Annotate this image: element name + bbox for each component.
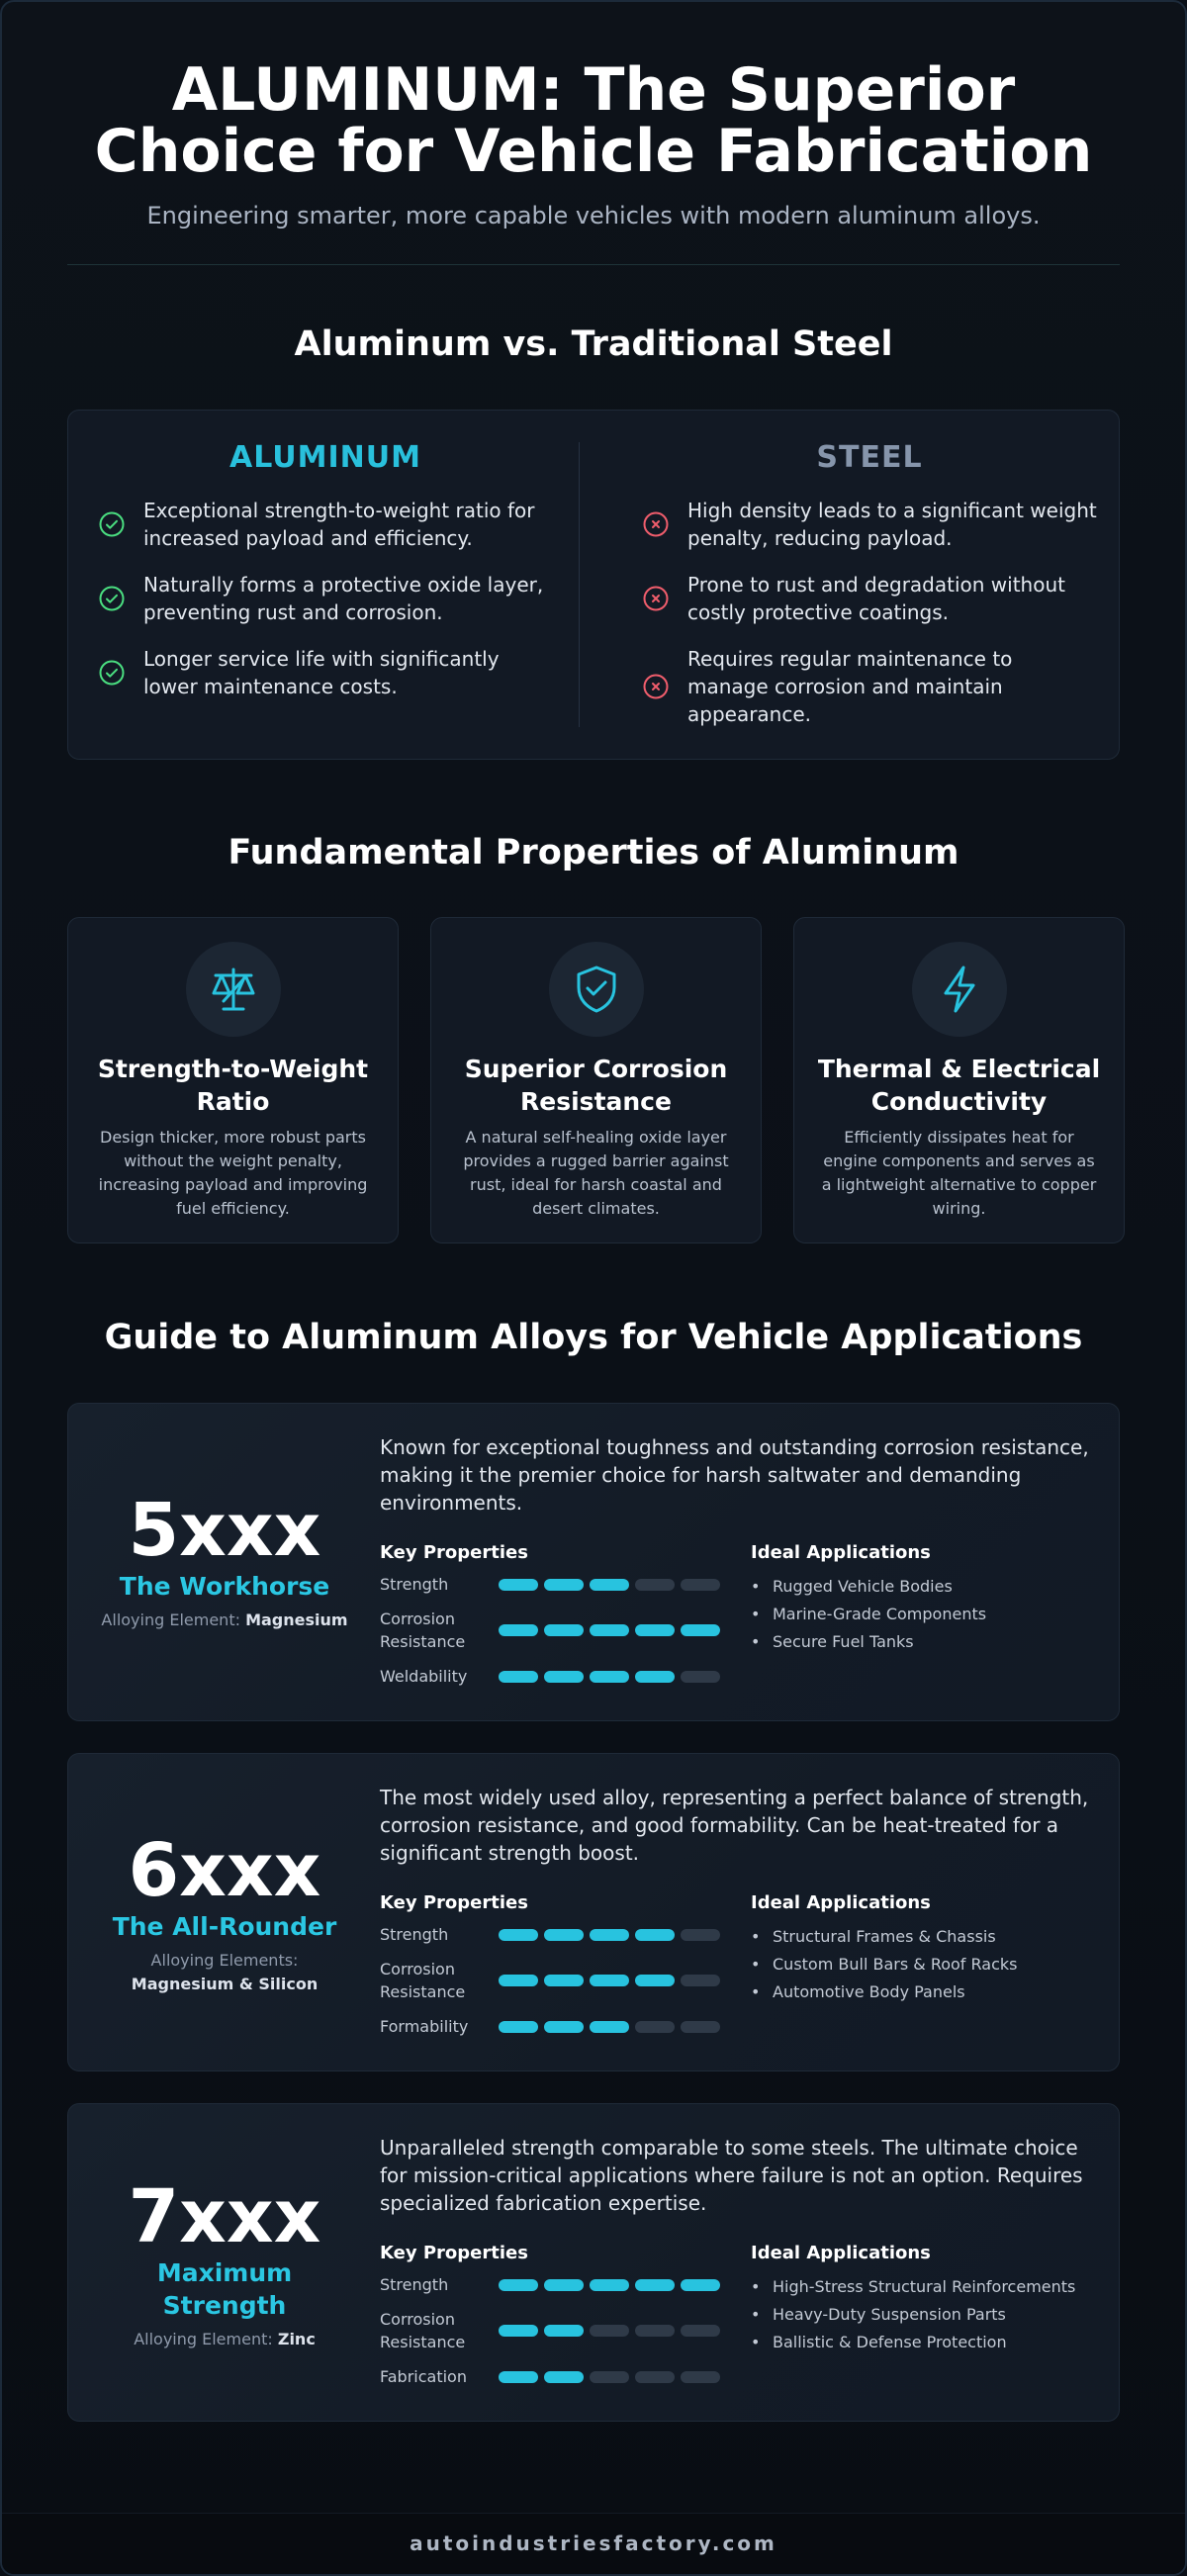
- rating-segment-filled: [499, 2371, 538, 2383]
- property-name: Corrosion Resistance: [380, 1610, 466, 1651]
- steel-point: [642, 497, 1097, 552]
- rating-segment-empty: [681, 2021, 720, 2033]
- property-text: A natural self-healing oxide layer provides a rugged barrier against rust, ideal for harsh coastal and desert climates.: [463, 1128, 729, 1218]
- element-label: Alloying Elements:: [150, 1951, 299, 1970]
- alloy-description: The most widely used alloy, representing a perfect balance of strength, corrosion resistance, and good formability. Can be heat-treated for a significant strength boost.: [380, 1786, 1089, 1865]
- aluminum-point-text: Longer service life with significantly lower maintenance costs.: [143, 647, 500, 698]
- element-value: Magnesium & Silicon: [131, 1975, 319, 1993]
- application-item: • Automotive Body Panels: [751, 1978, 1107, 2006]
- rating-segment-filled: [544, 1624, 584, 1636]
- icon-circle: [186, 942, 281, 1037]
- rating-bar: [499, 1624, 720, 1636]
- rating-segment-filled: [590, 1975, 629, 1986]
- property-text: Design thicker, more robust parts without the weight penalty, increasing payload and improving fuel efficiency.: [98, 1128, 368, 1218]
- property-rating: [380, 1958, 721, 2003]
- property-rating: [380, 2015, 721, 2038]
- aluminum-label: ALUMINUM: [229, 440, 421, 475]
- rating-segment-empty: [590, 2325, 629, 2337]
- rating-segment-filled: [590, 1579, 629, 1591]
- property-rating: [380, 2308, 721, 2353]
- check-circle-icon: [98, 510, 126, 538]
- application-item: • Rugged Vehicle Bodies: [751, 1573, 1107, 1601]
- aluminum-point: [98, 645, 553, 700]
- application-item: • Secure Fuel Tanks: [751, 1628, 1107, 1656]
- alloy-element: [68, 2328, 381, 2351]
- rating-bar: [499, 1975, 720, 1986]
- rating-segment-filled: [499, 1579, 538, 1591]
- alloy-code: 7xxx: [128, 2174, 321, 2259]
- rating-segment-filled: [544, 2325, 584, 2337]
- property-card: [793, 917, 1125, 1243]
- property-name: Strength: [380, 1925, 449, 1944]
- footer-link[interactable]: autoindustriesfactory.com: [410, 2531, 777, 2555]
- rating-bar: [499, 2021, 720, 2033]
- alloy-card-7xxx: [67, 2103, 1120, 2422]
- element-label: Alloying Element:: [134, 2330, 273, 2348]
- column-divider: [579, 442, 580, 727]
- element-value: Magnesium: [245, 1610, 348, 1629]
- aluminum-point-text: Exceptional strength-to-weight ratio for increased payload and efficiency.: [143, 499, 535, 550]
- alloy-code: 5xxx: [128, 1488, 321, 1573]
- steel-point-text: High density leads to a significant weight penalty, reducing payload.: [687, 499, 1097, 550]
- rating-segment-empty: [681, 2371, 720, 2383]
- rating-segment-filled: [544, 1929, 584, 1941]
- rating-segment-filled: [681, 1624, 720, 1636]
- page-subtitle: Engineering smarter, more capable vehicles with modern aluminum alloys.: [146, 202, 1041, 230]
- rating-segment-empty: [681, 2325, 720, 2337]
- alloy-nickname: The Workhorse: [119, 1572, 330, 1601]
- property-name: Strength: [380, 1575, 449, 1594]
- key-properties-label: Key Properties: [380, 1542, 528, 1563]
- steel-label: STEEL: [816, 440, 923, 475]
- property-rating: [380, 1573, 721, 1596]
- application-item: • Marine-Grade Components: [751, 1601, 1107, 1628]
- properties-heading: Fundamental Properties of Aluminum: [228, 833, 959, 873]
- rating-segment-empty: [635, 2371, 675, 2383]
- alloys-heading: Guide to Aluminum Alloys for Vehicle Applications: [104, 1318, 1083, 1357]
- divider: [67, 264, 1120, 265]
- steel-column: [642, 440, 1097, 747]
- rating-segment-filled: [635, 2279, 675, 2291]
- rating-segment-filled: [544, 2021, 584, 2033]
- property-name: Corrosion Resistance: [380, 1960, 466, 2001]
- alloy-description: Known for exceptional toughness and outstanding corrosion resistance, making it the premier choice for harsh saltwater and demanding environments.: [380, 1435, 1089, 1515]
- rating-segment-filled: [499, 1975, 538, 1986]
- page-title: ALUMINUM: The Superior Choice for Vehicle Fabrication: [94, 55, 1093, 186]
- rating-bar: [499, 2325, 720, 2337]
- check-circle-icon: [98, 659, 126, 687]
- comparison-heading: Aluminum vs. Traditional Steel: [294, 324, 893, 364]
- applications-label: Ideal Applications: [751, 1892, 931, 1913]
- property-title: Superior Corrosion Resistance: [464, 1055, 728, 1116]
- lightning-bolt-icon: [932, 962, 987, 1017]
- rating-segment-filled: [590, 2279, 629, 2291]
- aluminum-column: [98, 440, 553, 719]
- steel-point: [642, 571, 1097, 626]
- rating-segment-filled: [544, 2279, 584, 2291]
- rating-segment-empty: [681, 1975, 720, 1986]
- steel-point-text: Requires regular maintenance to manage corrosion and maintain appearance.: [687, 647, 1013, 726]
- application-item: • High-Stress Structural Reinforcements: [751, 2273, 1107, 2301]
- key-properties: [380, 2243, 721, 2400]
- rating-segment-filled: [544, 2371, 584, 2383]
- rating-segment-filled: [544, 1975, 584, 1986]
- property-name: Formability: [380, 2017, 469, 2036]
- rating-bar: [499, 2371, 720, 2383]
- rating-segment-filled: [590, 1671, 629, 1683]
- ideal-applications: [751, 2243, 1107, 2356]
- ideal-applications: [751, 1892, 1107, 2006]
- rating-bar: [499, 1929, 720, 1941]
- property-title: Thermal & Electrical Conductivity: [817, 1055, 1101, 1116]
- rating-segment-filled: [635, 1975, 675, 1986]
- balance-scale-icon: [206, 962, 261, 1017]
- property-name: Strength: [380, 2275, 449, 2294]
- application-item: • Heavy-Duty Suspension Parts: [751, 2301, 1107, 2329]
- rating-segment-filled: [499, 2325, 538, 2337]
- property-rating: [380, 1665, 721, 1688]
- element-value: Zinc: [277, 2330, 316, 2348]
- footer-site[interactable]: [2, 2513, 1185, 2574]
- aluminum-point-text: Naturally forms a protective oxide layer, preventing rust and corrosion.: [143, 573, 544, 624]
- icon-circle: [912, 942, 1007, 1037]
- rating-segment-empty: [635, 2325, 675, 2337]
- rating-segment-filled: [499, 1624, 538, 1636]
- key-properties-label: Key Properties: [380, 1892, 528, 1913]
- property-card: [430, 917, 762, 1243]
- x-circle-icon: [642, 510, 670, 538]
- property-card: [67, 917, 399, 1243]
- property-rating: [380, 2273, 721, 2296]
- shield-check-icon: [569, 962, 624, 1017]
- alloy-badge: [68, 1488, 381, 1632]
- property-name: Corrosion Resistance: [380, 2310, 466, 2351]
- check-circle-icon: [98, 585, 126, 612]
- rating-segment-empty: [681, 1671, 720, 1683]
- property-text: Efficiently dissipates heat for engine components and serves as a lightweight alternative to copper wiring.: [821, 1128, 1097, 1218]
- property-title: Strength-to-Weight Ratio: [97, 1055, 369, 1116]
- application-item: • Custom Bull Bars & Roof Racks: [751, 1951, 1107, 1978]
- alloy-nickname: Maximum Strength: [156, 2258, 293, 2320]
- icon-circle: [549, 942, 644, 1037]
- rating-segment-filled: [590, 2021, 629, 2033]
- alloy-description: Unparalleled strength comparable to some steels. The ultimate choice for mission-critical applications where failure is not an option. Requires specialized fabrication expertise.: [380, 2136, 1083, 2215]
- key-properties: [380, 1542, 721, 1700]
- key-properties-label: Key Properties: [380, 2243, 528, 2263]
- alloy-nickname: The All-Rounder: [112, 1912, 337, 1941]
- property-rating: [380, 2365, 721, 2388]
- rating-segment-filled: [544, 1671, 584, 1683]
- alloy-code: 6xxx: [128, 1828, 321, 1913]
- rating-bar: [499, 2279, 720, 2291]
- applications-label: Ideal Applications: [751, 2243, 931, 2263]
- steel-point: [642, 645, 1097, 728]
- rating-segment-empty: [681, 1579, 720, 1591]
- alloy-element: [68, 1609, 381, 1632]
- alloy-badge: [68, 2174, 381, 2351]
- rating-segment-filled: [590, 1929, 629, 1941]
- rating-segment-empty: [681, 1929, 720, 1941]
- rating-segment-filled: [499, 1671, 538, 1683]
- rating-segment-filled: [499, 2279, 538, 2291]
- rating-segment-filled: [635, 1624, 675, 1636]
- application-item: • Structural Frames & Chassis: [751, 1923, 1107, 1951]
- rating-segment-filled: [681, 2279, 720, 2291]
- property-rating: [380, 1923, 721, 1946]
- rating-segment-filled: [590, 1624, 629, 1636]
- property-rating: [380, 1608, 721, 1653]
- alloy-card-6xxx: [67, 1753, 1120, 2071]
- alloy-badge: [68, 1828, 381, 1996]
- steel-point-text: Prone to rust and degradation without costly protective coatings.: [687, 573, 1065, 624]
- element-label: Alloying Element:: [101, 1610, 240, 1629]
- rating-segment-filled: [499, 2021, 538, 2033]
- alloy-card-5xxx: [67, 1403, 1120, 1721]
- key-properties: [380, 1892, 721, 2050]
- rating-segment-filled: [635, 1929, 675, 1941]
- x-circle-icon: [642, 585, 670, 612]
- rating-segment-filled: [635, 1671, 675, 1683]
- rating-bar: [499, 1671, 720, 1683]
- rating-segment-empty: [635, 2021, 675, 2033]
- rating-segment-empty: [635, 1579, 675, 1591]
- x-circle-icon: [642, 673, 670, 700]
- alloy-element: [68, 1949, 381, 1996]
- rating-segment-filled: [544, 1579, 584, 1591]
- aluminum-point: [98, 571, 553, 626]
- rating-segment-empty: [590, 2371, 629, 2383]
- rating-bar: [499, 1579, 720, 1591]
- aluminum-point: [98, 497, 553, 552]
- application-item: • Ballistic & Defense Protection: [751, 2329, 1107, 2356]
- comparison-panel: [67, 410, 1120, 760]
- rating-segment-filled: [499, 1929, 538, 1941]
- applications-label: Ideal Applications: [751, 1542, 931, 1563]
- property-name: Weldability: [380, 1667, 468, 1686]
- property-name: Fabrication: [380, 2367, 467, 2386]
- ideal-applications: [751, 1542, 1107, 1656]
